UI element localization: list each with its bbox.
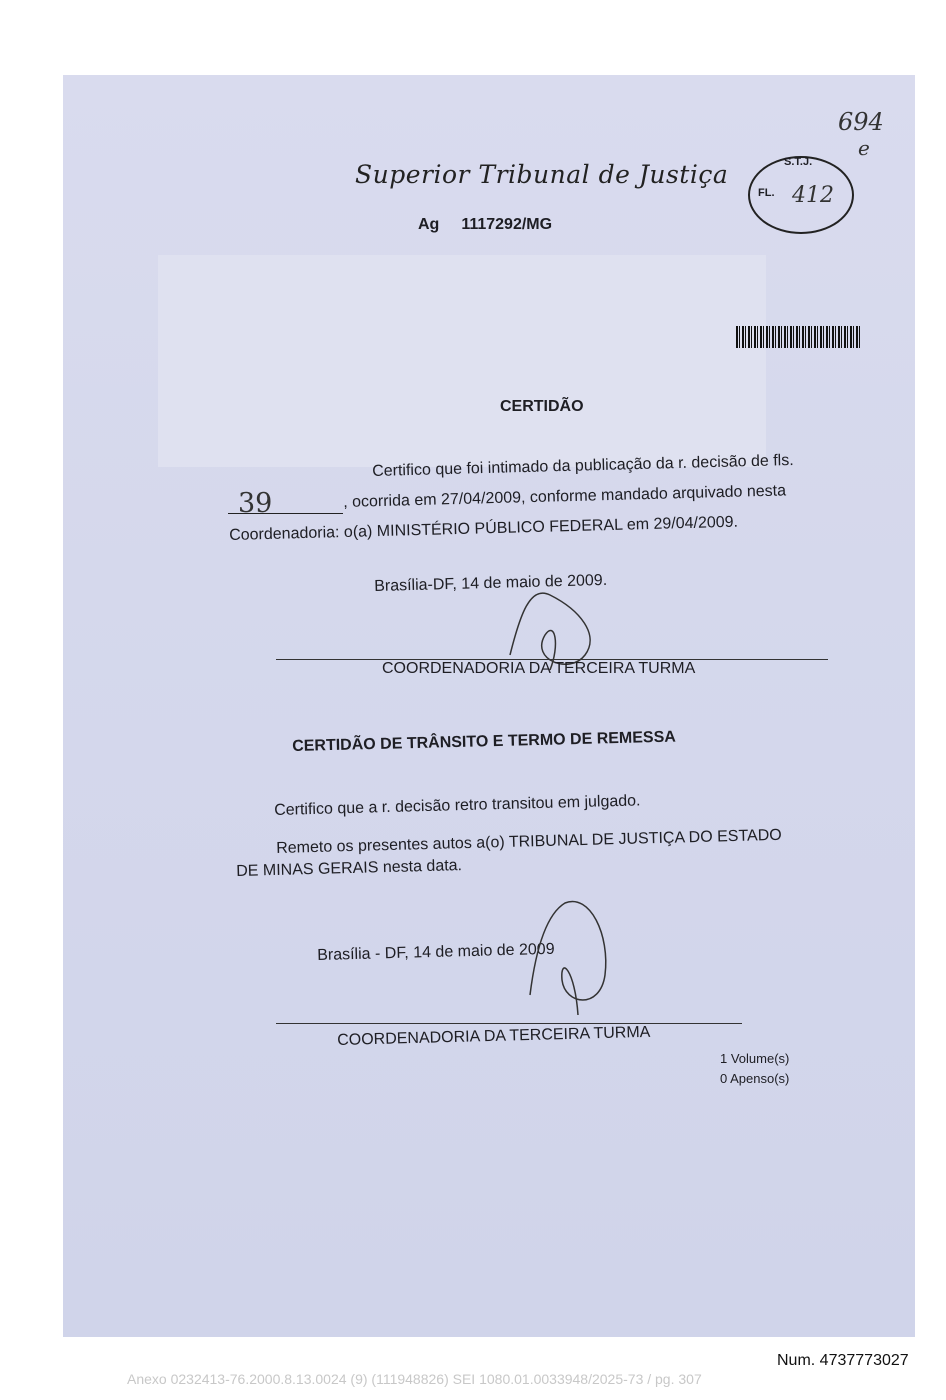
signature-2 <box>520 895 630 1025</box>
transito-place-date: Brasília - DF, 14 de maio de 2009 <box>317 940 555 964</box>
bleed-through-area <box>158 255 766 467</box>
handwritten-fls-number: 39 <box>238 488 273 519</box>
signature-line-2 <box>276 1023 742 1024</box>
transito-line-1: Certifico que a r. decisão retro transitou em julgado. <box>274 792 641 819</box>
fls-blank-line <box>228 513 343 514</box>
certidao-title: CERTIDÃO <box>500 398 584 415</box>
certidao-place-date: Brasília-DF, 14 de maio de 2009. <box>374 571 608 595</box>
document-number: Num. 4737773027 <box>777 1352 909 1369</box>
certidao-line-2: , ocorrida em 27/04/2009, conforme mandado arquivado nesta <box>343 482 787 511</box>
stamp-handwritten-number: 412 <box>792 183 834 208</box>
stamp-label: S.T.J. <box>784 156 813 168</box>
handwritten-folio-number: 694 <box>838 108 884 136</box>
transito-line-2: Remeto os presentes autos a(o) TRIBUNAL DE JUSTIÇA DO ESTADO <box>276 826 782 857</box>
transito-signature-label: COORDENADORIA DA TERCEIRA TURMA <box>337 1023 651 1049</box>
certidao-line-1: Certifico que foi intimado da publicação da r. decisão de fls. <box>372 451 794 480</box>
court-name: Superior Tribunal de Justiça <box>355 160 729 189</box>
volumes-count: 1 Volume(s) <box>720 1051 790 1066</box>
certidao-signature-label: COORDENADORIA DA TERCEIRA TURMA <box>382 660 696 677</box>
transito-title: CERTIDÃO DE TRÂNSITO E TERMO DE REMESSA <box>292 728 677 755</box>
handwritten-folio-sub: e <box>858 136 870 160</box>
certidao-line-3: Coordenadoria: o(a) MINISTÉRIO PÚBLICO FEDERAL em 29/04/2009. <box>229 513 739 544</box>
process-number: 1117292/MG <box>461 216 553 233</box>
process-type: Ag <box>418 216 440 233</box>
stamp-fl-label: FL. <box>758 187 775 199</box>
transito-line-3: DE MINAS GERAIS nesta data. <box>236 857 463 880</box>
apensos-count: 0 Apenso(s) <box>720 1071 790 1086</box>
barcode <box>736 326 860 348</box>
annex-reference: Anexo 0232413-76.2000.8.13.0024 (9) (111948826) SEI 1080.01.0033948/2025-73 / pg. 307 <box>127 1371 702 1387</box>
process-identifier <box>418 216 552 234</box>
